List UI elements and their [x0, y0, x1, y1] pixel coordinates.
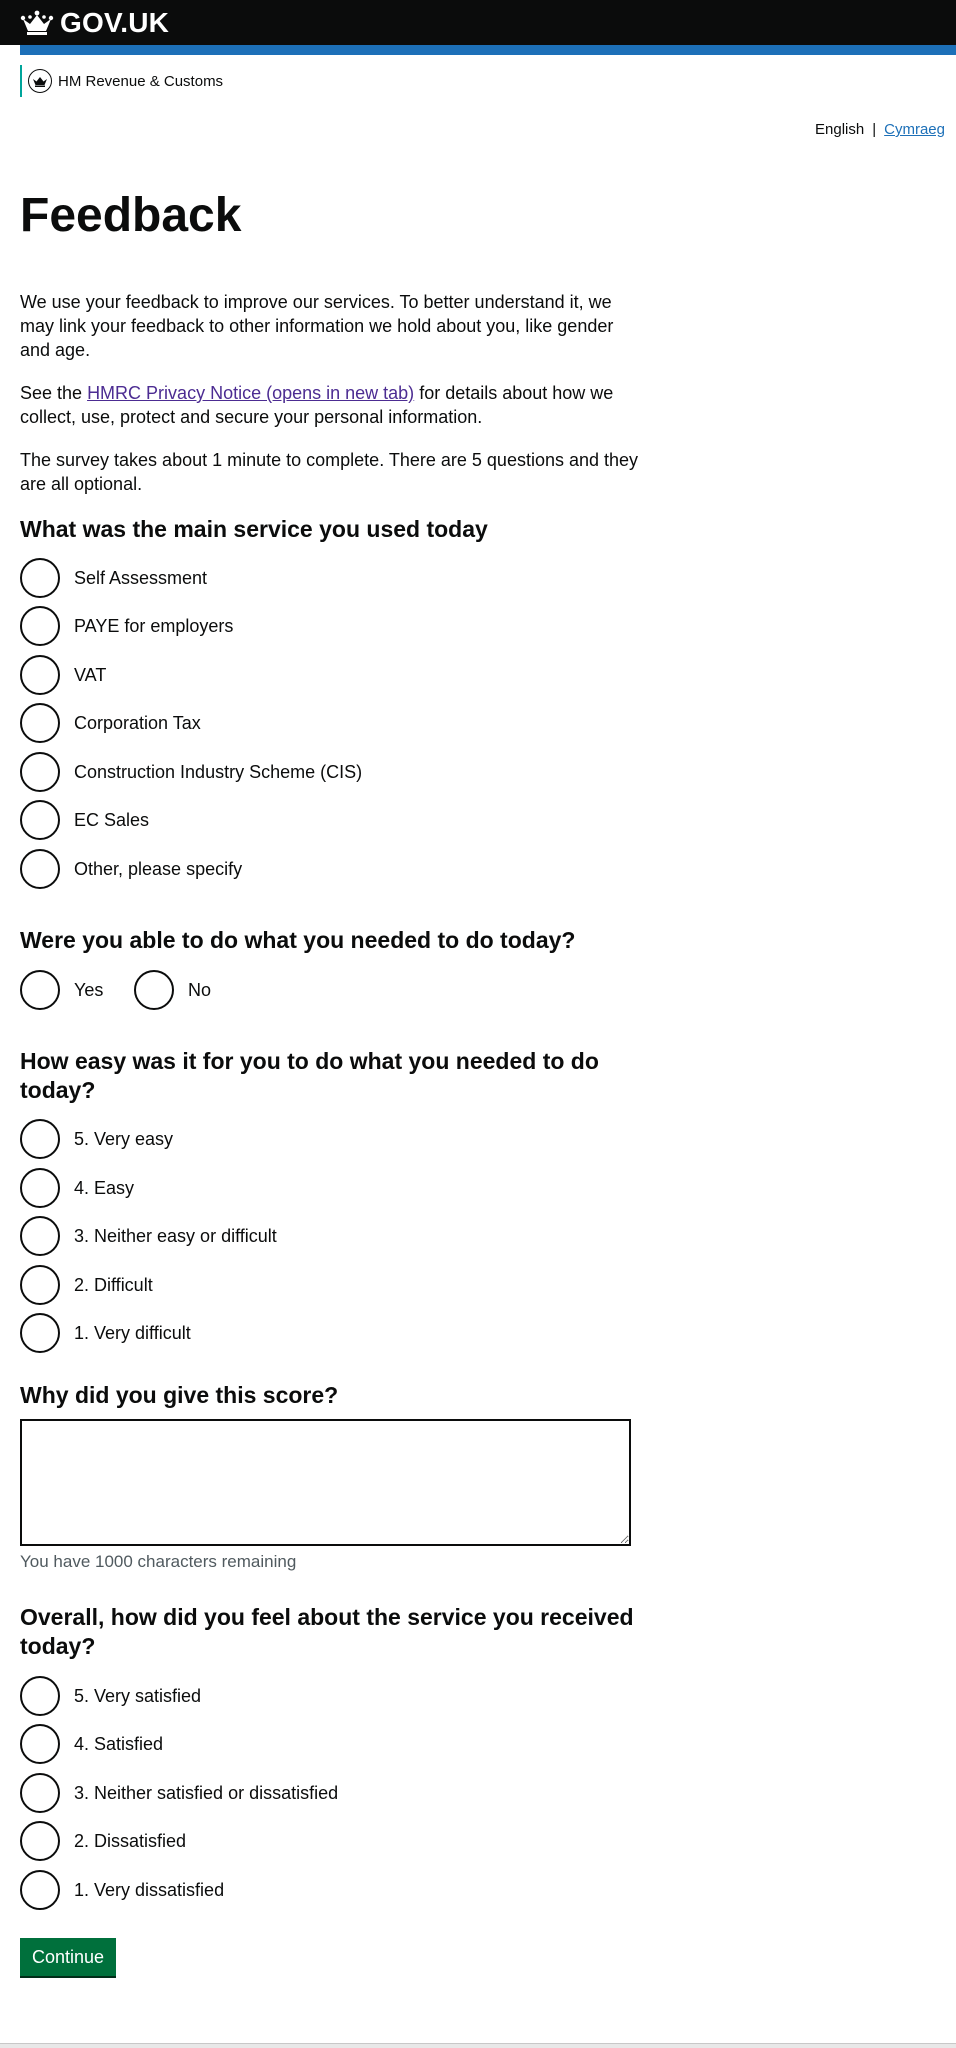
govuk-logo-link[interactable]	[20, 6, 169, 40]
radio-circle[interactable]	[20, 752, 60, 792]
radio-label: 2. Dissatisfied	[74, 1830, 187, 1851]
radio-circle[interactable]	[20, 606, 60, 646]
footer-divider	[0, 2043, 956, 2048]
q3-option-neither[interactable]	[20, 1216, 277, 1256]
radio-circle[interactable]	[20, 1265, 60, 1305]
radio-circle[interactable]	[20, 849, 60, 889]
page-title: Feedback	[20, 189, 242, 242]
q1-option-corporation-tax[interactable]	[20, 703, 201, 743]
radio-label: Other, please specify	[74, 858, 243, 879]
radio-circle[interactable]	[134, 970, 174, 1010]
q2-legend: Were you able to do what you needed to do today?	[20, 927, 576, 953]
q2-option-yes[interactable]	[20, 970, 103, 1010]
radio-label: No	[188, 979, 212, 1000]
q1-option-vat[interactable]	[20, 655, 106, 695]
character-count-hint: You have 1000 characters remaining	[20, 1552, 297, 1571]
language-link-cymraeg[interactable]: Cymraeg	[884, 121, 945, 138]
language-switcher	[815, 121, 945, 138]
header-accent-bar	[20, 45, 956, 55]
radio-label: 1. Very dissatisfied	[74, 1879, 225, 1900]
radio-circle[interactable]	[20, 970, 60, 1010]
radio-label: PAYE for employers	[74, 615, 234, 636]
govuk-logo-text: GOV.UK	[60, 7, 170, 38]
q5-option-neither[interactable]	[20, 1773, 338, 1813]
radio-label: Self Assessment	[74, 567, 208, 588]
q5-option-very-dissatisfied[interactable]	[20, 1870, 224, 1910]
q1-option-other[interactable]	[20, 849, 242, 889]
q1-option-self-assessment[interactable]	[20, 558, 207, 598]
radio-label: 4. Satisfied	[74, 1733, 164, 1754]
continue-button[interactable]: Continue	[20, 1938, 116, 1976]
q3-option-very-easy[interactable]	[20, 1119, 173, 1159]
radio-circle[interactable]	[20, 1870, 60, 1910]
privacy-text	[20, 381, 640, 429]
radio-label: Construction Industry Scheme (CIS)	[74, 761, 363, 782]
q1-legend: What was the main service you used today	[20, 516, 488, 542]
q5-option-dissatisfied[interactable]	[20, 1821, 186, 1861]
q5-option-satisfied[interactable]	[20, 1724, 163, 1764]
q3-option-easy[interactable]	[20, 1168, 134, 1208]
radio-label: 1. Very difficult	[74, 1322, 191, 1343]
score-reason-textarea[interactable]	[20, 1419, 631, 1546]
q5-legend: Overall, how did you feel about the service you received today?	[20, 1604, 634, 1659]
radio-label: 2. Difficult	[74, 1274, 153, 1295]
radio-label: EC Sales	[74, 809, 150, 830]
q1-option-paye[interactable]	[20, 606, 233, 646]
q1-option-ec-sales[interactable]	[20, 800, 149, 840]
radio-circle[interactable]	[20, 1313, 60, 1353]
organisation-name: HM Revenue & Customs	[58, 72, 224, 90]
radio-circle[interactable]	[20, 1676, 60, 1716]
radio-circle[interactable]	[20, 655, 60, 695]
radio-label: VAT	[74, 664, 107, 685]
radio-circle[interactable]	[20, 1119, 60, 1159]
radio-circle[interactable]	[20, 1168, 60, 1208]
privacy-suffix: for details about how we collect, use, protect and secure your personal information.	[20, 383, 614, 427]
q3-option-difficult[interactable]	[20, 1265, 153, 1305]
language-separator: |	[872, 121, 877, 138]
radio-circle[interactable]	[20, 1724, 60, 1764]
radio-label: Yes	[74, 979, 104, 1000]
govuk-header	[0, 0, 956, 45]
radio-label: Corporation Tax	[74, 712, 201, 733]
q3-option-very-difficult[interactable]	[20, 1313, 191, 1353]
language-current: English	[815, 121, 865, 138]
radio-circle[interactable]	[20, 703, 60, 743]
intro-text: We use your feedback to improve our services. To better understand it, we may link your feedback to other information we hold about you, like gender and age.	[20, 292, 614, 360]
q4-legend: Why did you give this score?	[20, 1382, 339, 1408]
radio-label: 5. Very satisfied	[74, 1685, 202, 1706]
crown-icon	[20, 9, 54, 37]
radio-circle[interactable]	[20, 1773, 60, 1813]
organisation-logo	[20, 65, 223, 97]
privacy-notice-link[interactable]: HMRC Privacy Notice (opens in new tab)	[87, 383, 415, 403]
radio-circle[interactable]	[20, 1216, 60, 1256]
q1-option-cis[interactable]	[20, 752, 362, 792]
radio-circle[interactable]	[20, 1821, 60, 1861]
hmrc-crest-icon	[28, 69, 52, 93]
radio-label: 3. Neither satisfied or dissatisfied	[74, 1782, 339, 1803]
radio-label: 5. Very easy	[74, 1128, 174, 1149]
q2-option-no[interactable]	[134, 970, 211, 1010]
q3-legend: How easy was it for you to do what you needed to do today?	[20, 1048, 599, 1103]
radio-circle[interactable]	[20, 800, 60, 840]
radio-label: 4. Easy	[74, 1177, 135, 1198]
radio-circle[interactable]	[20, 558, 60, 598]
privacy-prefix: See the	[20, 383, 88, 403]
radio-label: 3. Neither easy or difficult	[74, 1225, 277, 1246]
q5-option-very-satisfied[interactable]	[20, 1676, 201, 1716]
survey-info-text: The survey takes about 1 minute to complete. There are 5 questions and they are all optional.	[20, 450, 639, 494]
